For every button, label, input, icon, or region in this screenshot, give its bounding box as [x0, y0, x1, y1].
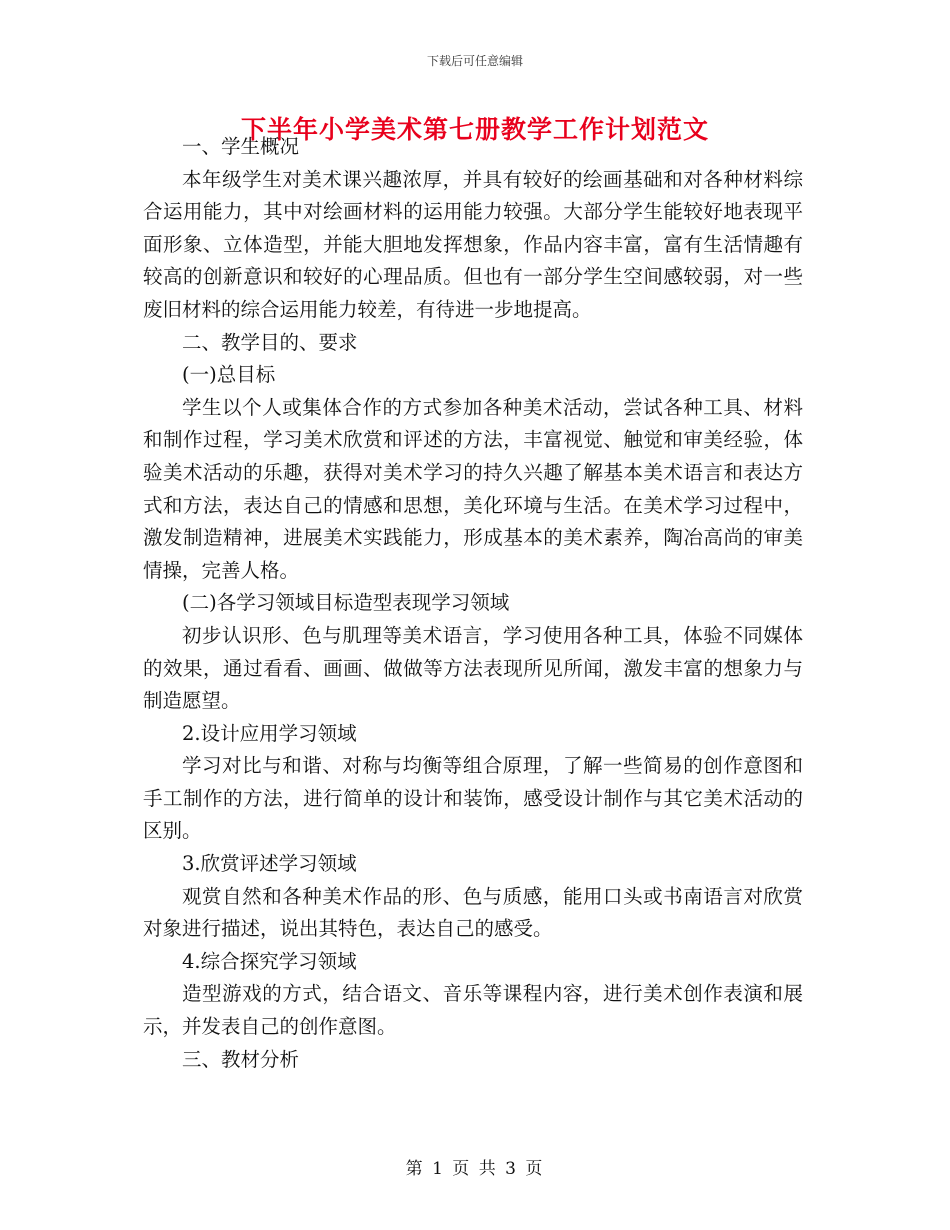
paragraph: 造型游戏的方式，结合语文、音乐等课程内容，进行美术创作表演和展示，并发表自己的创作意图。 — [143, 982, 803, 1039]
subsection-heading: (一)总目标 — [182, 363, 276, 387]
subsection-heading: 4.综合探究学习领域 — [182, 949, 357, 973]
section-heading: 三、教材分析 — [182, 1047, 300, 1071]
document-body — [143, 131, 803, 1076]
page-footer: 第 1 页 共 3 页 — [405, 1159, 545, 1179]
document-title: 下半年小学美术第七册教学工作计划范文 — [240, 115, 709, 144]
subsection-heading: 3.欣赏评述学习领域 — [182, 852, 357, 876]
paragraph: 学习对比与和谐、对称与均衡等组合原理，了解一些简易的创作意图和手工制作的方法，进行简单的设计和装饰，感受设计制作与其它美术活动的区别。 — [143, 754, 803, 843]
paragraph: 观赏自然和各种美术作品的形、色与质感，能用口头或书南语言对欣赏对象进行描述，说出其特色，表达自己的感受。 — [143, 884, 803, 941]
header-note: 下载后可任意编辑 — [426, 54, 523, 68]
paragraph: 本年级学生对美术课兴趣浓厚，并具有较好的绘画基础和对各种材料综合运用能力，其中对绘画材料的运用能力较强。大部分学生能较好地表现平面形象、立体造型，并能大胆地发挥想象，作品内容丰富，富有生活情趣有较高的创新意识和较好的心理品质。但也有一部分学生空间感较弱，对一些废旧材料的综合运用能力较差，有待进一步地提高。 — [143, 167, 803, 321]
paragraph: 学生以个人或集体合作的方式参加各种美术活动，尝试各种工具、材料和制作过程，学习美术欣赏和评述的方法，丰富视觉、触觉和审美经验，体验美术活动的乐趣，获得对美术学习的持久兴趣了解基本美术语言和表达方式和方法，表达自己的情感和思想，美化环境与生活。在美术学习过程中，激发制造精神，进展美术实践能力，形成基本的美术素养，陶冶高尚的审美情操，完善人格。 — [143, 395, 803, 582]
subsection-heading: 2.设计应用学习领域 — [182, 721, 357, 745]
paragraph: 初步认识形、色与肌理等美术语言，学习使用各种工具，体验不同媒体的效果，通过看看、画画、做做等方法表现所见所闻，激发丰富的想象力与制造愿望。 — [143, 623, 803, 713]
subsection-heading: (二)各学习领域目标造型表现学习领域 — [182, 591, 510, 615]
section-heading: 二、教学目的、要求 — [182, 330, 358, 354]
section-heading: 一、学生概况 — [182, 135, 300, 158]
